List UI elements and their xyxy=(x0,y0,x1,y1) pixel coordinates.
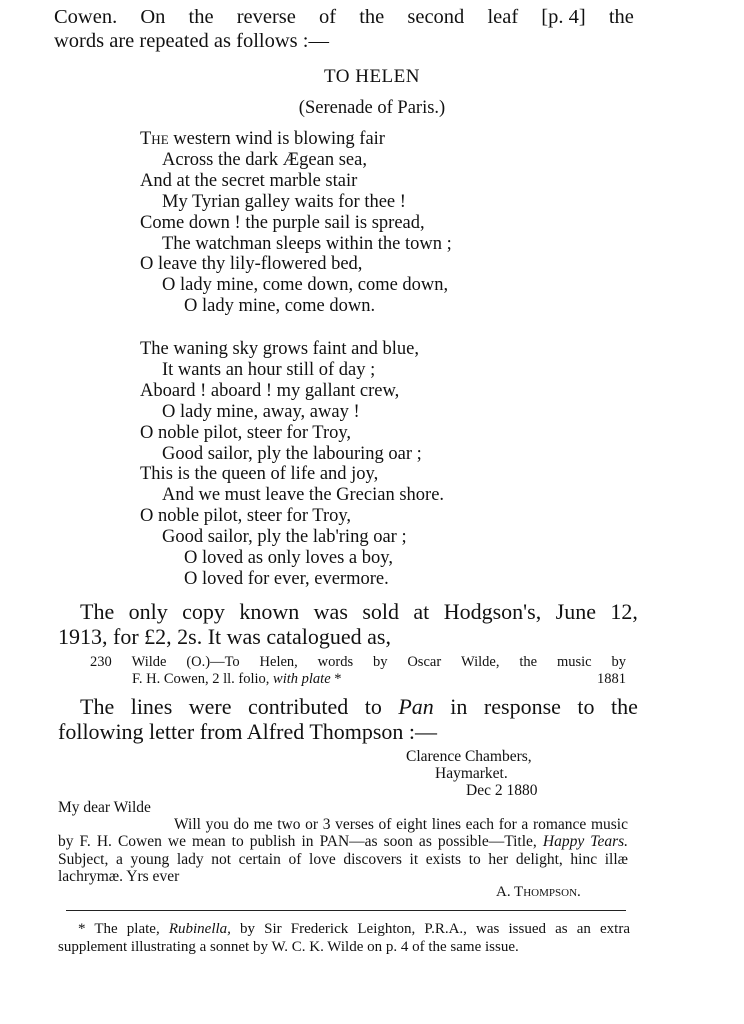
poem-line: The waning sky grows faint and blue, xyxy=(140,339,419,359)
word: the xyxy=(359,6,385,28)
word: in xyxy=(450,694,468,719)
footnote-marker: * xyxy=(330,671,342,687)
poem-line: Aboard ! aboard ! my gallant crew, xyxy=(140,380,400,401)
word: music xyxy=(556,654,592,670)
word: the xyxy=(519,654,538,670)
letter-text: Will you do me two or 3 verses of eight lines each for a romance music by F. H. Cowen we mean to publish in PAN—as soon as possible—Title, xyxy=(58,816,628,851)
pan-italic: Pan xyxy=(398,694,434,719)
poem-line: O noble pilot, steer for Troy, xyxy=(140,422,352,443)
catalogue-line-2 xyxy=(90,671,626,688)
catalogue-text: F. H. Cowen, 2 ll. folio, xyxy=(132,671,270,687)
poem-line: O leave thy lily-flowered bed, xyxy=(140,254,363,275)
word: Wilde, xyxy=(461,654,500,670)
word: words xyxy=(317,654,354,670)
word: of xyxy=(319,6,337,28)
paragraph-sale-line-1 xyxy=(58,599,638,624)
poem-line: Across the dark Ægean sea, xyxy=(162,149,367,170)
catalogue-entry xyxy=(90,654,626,688)
word: was xyxy=(313,599,348,624)
poem-line: The watchman sleeps within the town ; xyxy=(162,233,452,254)
word: 230 xyxy=(90,654,112,670)
letter-text: Subject, a young lady not certain of love discovers it exists to her delight, hinc illæ lachrymæ. Yrs ever xyxy=(58,850,628,885)
poem-stanza-2 xyxy=(140,339,444,590)
letter-title-italic: Happy Tears. xyxy=(542,833,629,851)
poem-line: And we must leave the Grecian shore. xyxy=(162,485,445,506)
letter-salutation: My dear Wilde xyxy=(58,799,151,816)
paragraph-sale-line-2: 1913, for £2, 2s. It was catalogued as, xyxy=(58,624,391,649)
paragraph-sale xyxy=(58,599,638,649)
intro-paragraph xyxy=(54,5,634,53)
footnote-text: The plate, xyxy=(94,921,169,937)
word: Hodgson's, xyxy=(443,599,542,624)
word: Oscar xyxy=(407,654,442,670)
word: On xyxy=(140,6,166,28)
poem-line: O lady mine, come down, come down, xyxy=(162,275,449,296)
catalogue-plate-italic: with plate xyxy=(273,671,331,687)
catalogue-line-1 xyxy=(90,654,626,671)
word: lines xyxy=(130,694,173,719)
word: at xyxy=(413,599,430,624)
word: reverse xyxy=(236,6,296,28)
catalogue-year: 1881 xyxy=(597,671,626,687)
word: were xyxy=(188,694,232,719)
word: copy xyxy=(182,599,225,624)
poem-line-text: western wind is blowing fair xyxy=(168,129,385,149)
word: known xyxy=(239,599,300,624)
letter-body xyxy=(58,816,628,885)
word: Cowen. xyxy=(54,6,118,28)
poem-line: This is the queen of life and joy, xyxy=(140,464,379,485)
word: to xyxy=(364,694,382,719)
poem-line: Good sailor, ply the lab'ring oar ; xyxy=(162,527,407,548)
word: to xyxy=(577,694,595,719)
footnote-text: by Sir Frederick Leighton, P.R.A., was issued as an extra supplement illustrating a sonnet by W. C. K. Wilde on p. 4 of the same issue. xyxy=(58,921,630,955)
poem-stanza-1 xyxy=(140,129,452,317)
poem-line: O lady mine, come down. xyxy=(184,296,376,317)
poem-line: It wants an hour still of day ; xyxy=(162,359,376,380)
word: response xyxy=(483,694,561,719)
word: second xyxy=(407,6,465,28)
intro-line-1 xyxy=(54,5,634,29)
poem-line: O noble pilot, steer for Troy, xyxy=(140,506,352,527)
footnote-title-italic: Rubinella, xyxy=(168,921,231,937)
poem-line-initial: The xyxy=(140,129,169,149)
word: Helen, xyxy=(259,654,298,670)
letter-signature: A. Thompson. xyxy=(496,884,581,900)
poem-line: Good sailor, ply the labouring oar ; xyxy=(162,443,422,464)
letter-address-line-1: Clarence Chambers, xyxy=(406,748,532,765)
letter-address-line-2: Haymarket. xyxy=(435,765,508,782)
word: only xyxy=(128,599,168,624)
poem-line: Come down ! the purple sail is spread, xyxy=(140,212,425,233)
word: The xyxy=(80,694,115,719)
poem-line: My Tyrian galley waits for thee ! xyxy=(162,191,406,212)
letter-date: Dec 2 1880 xyxy=(466,782,538,799)
word: (O.)—To xyxy=(186,654,240,670)
word: leaf xyxy=(487,6,519,28)
paragraph-lines-line-1 xyxy=(58,694,638,719)
word: 12, xyxy=(610,599,638,624)
catalogue-description xyxy=(132,671,342,688)
poem-subtitle: (Serenade of Paris.) xyxy=(298,98,446,118)
poem-line: O loved as only loves a boy, xyxy=(184,548,393,569)
word: sold xyxy=(362,599,399,624)
word: Wilde xyxy=(131,654,167,670)
word: June xyxy=(555,599,596,624)
poem-line: O loved for ever, evermore. xyxy=(184,568,389,589)
paragraph-lines xyxy=(58,694,638,744)
footnote xyxy=(58,921,630,956)
poem-line: And at the secret marble stair xyxy=(140,170,358,191)
word: [p. 4] xyxy=(541,6,586,28)
poem-line: O lady mine, away, away ! xyxy=(162,401,360,422)
paragraph-lines-line-2: following letter from Alfred Thompson :— xyxy=(58,719,438,744)
intro-line-2: words are repeated as follows :— xyxy=(54,30,329,52)
word: the xyxy=(608,6,634,28)
word: by xyxy=(372,654,388,670)
poem-line xyxy=(140,129,452,150)
footnote-marker: * xyxy=(78,921,86,937)
poem-title: TO HELEN xyxy=(324,66,420,87)
footnote-rule xyxy=(66,910,626,911)
word: the xyxy=(611,694,638,719)
word: The xyxy=(80,599,115,624)
word: the xyxy=(188,6,214,28)
word: by xyxy=(611,654,626,670)
word: contributed xyxy=(248,694,349,719)
